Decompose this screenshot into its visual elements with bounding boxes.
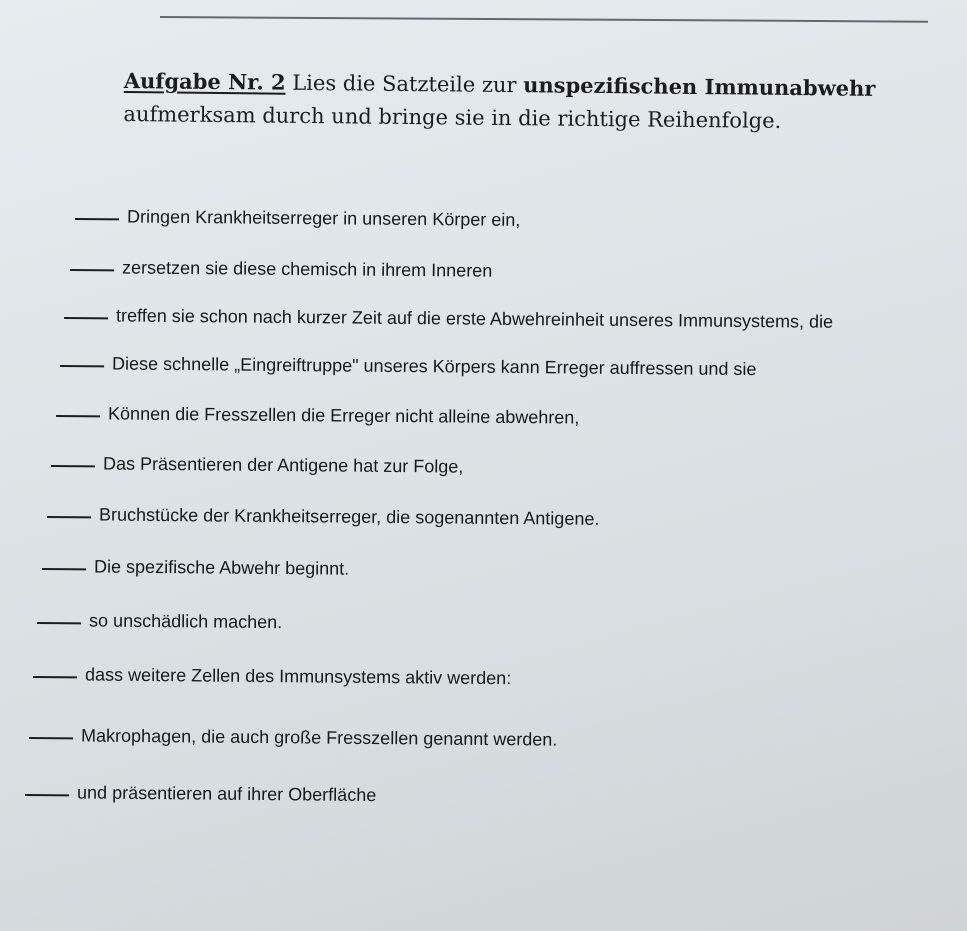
sentence-part-3 <box>64 305 833 333</box>
sentence-part-11 <box>29 725 557 751</box>
sentence-part-8 <box>42 556 349 580</box>
answer-blank-6[interactable] <box>51 465 95 467</box>
sentence-part-text-5: Können die Fresszellen die Erreger nicht alleine abwehren, <box>108 403 580 428</box>
sentence-part-text-6: Das Präsentieren der Antigene hat zur Folge, <box>103 453 464 477</box>
sentence-part-text-8: Die spezifische Abwehr beginnt. <box>94 556 350 579</box>
sentence-part-4 <box>60 353 757 380</box>
sentence-part-text-12: und präsentieren auf ihrer Oberfläche <box>77 782 377 806</box>
task-number: Aufgabe Nr. 2 <box>123 67 286 95</box>
task-text-part1: Lies die Satzteile zur <box>285 70 524 98</box>
task-emphasis: unspezifischen Immunabwehr <box>523 72 876 101</box>
sentence-part-text-4: Diese schnelle „Eingreiftruppe" unseres Körpers kann Erreger auffressen und sie <box>112 353 757 380</box>
sentence-part-10 <box>33 664 511 689</box>
sentence-part-9 <box>37 610 282 633</box>
answer-blank-4[interactable] <box>60 365 104 367</box>
sentence-part-text-9: so unschädlich machen. <box>89 610 283 633</box>
sentence-part-text-3: treffen sie schon nach kurzer Zeit auf die erste Abwehreinheit unseres Immunsystems, die <box>116 305 834 332</box>
answer-blank-9[interactable] <box>37 622 81 624</box>
sentence-part-1 <box>75 206 520 231</box>
sentence-part-5 <box>56 403 579 429</box>
sentence-part-text-2: zersetzen sie diese chemisch in ihrem Inneren <box>122 257 493 281</box>
sentence-part-2 <box>70 257 492 282</box>
answer-blank-5[interactable] <box>56 415 100 417</box>
answer-blank-10[interactable] <box>33 676 77 678</box>
sentence-part-text-10: dass weitere Zellen des Immunsystems aktiv werden: <box>85 664 512 689</box>
sentence-part-text-7: Bruchstücke der Krankheitserreger, die sogenannten Antigene. <box>99 504 600 529</box>
sentence-part-6 <box>51 453 463 478</box>
answer-blank-3[interactable] <box>64 317 108 319</box>
sentence-part-text-1: Dringen Krankheitserreger in unseren Körper ein, <box>127 206 521 230</box>
answer-blank-2[interactable] <box>70 269 114 271</box>
sentence-part-text-11: Makrophagen, die auch große Fresszellen genannt werden. <box>81 725 558 750</box>
answer-blank-1[interactable] <box>75 218 119 220</box>
answer-blank-7[interactable] <box>47 516 91 518</box>
task-text-part2: aufmerksam durch und bringe sie in die richtige Reihenfolge. <box>123 101 782 133</box>
answer-blank-8[interactable] <box>42 568 86 570</box>
sentence-part-12 <box>25 782 376 806</box>
sentence-part-7 <box>47 504 599 530</box>
answer-blank-11[interactable] <box>29 737 73 739</box>
answer-blank-12[interactable] <box>25 794 69 796</box>
